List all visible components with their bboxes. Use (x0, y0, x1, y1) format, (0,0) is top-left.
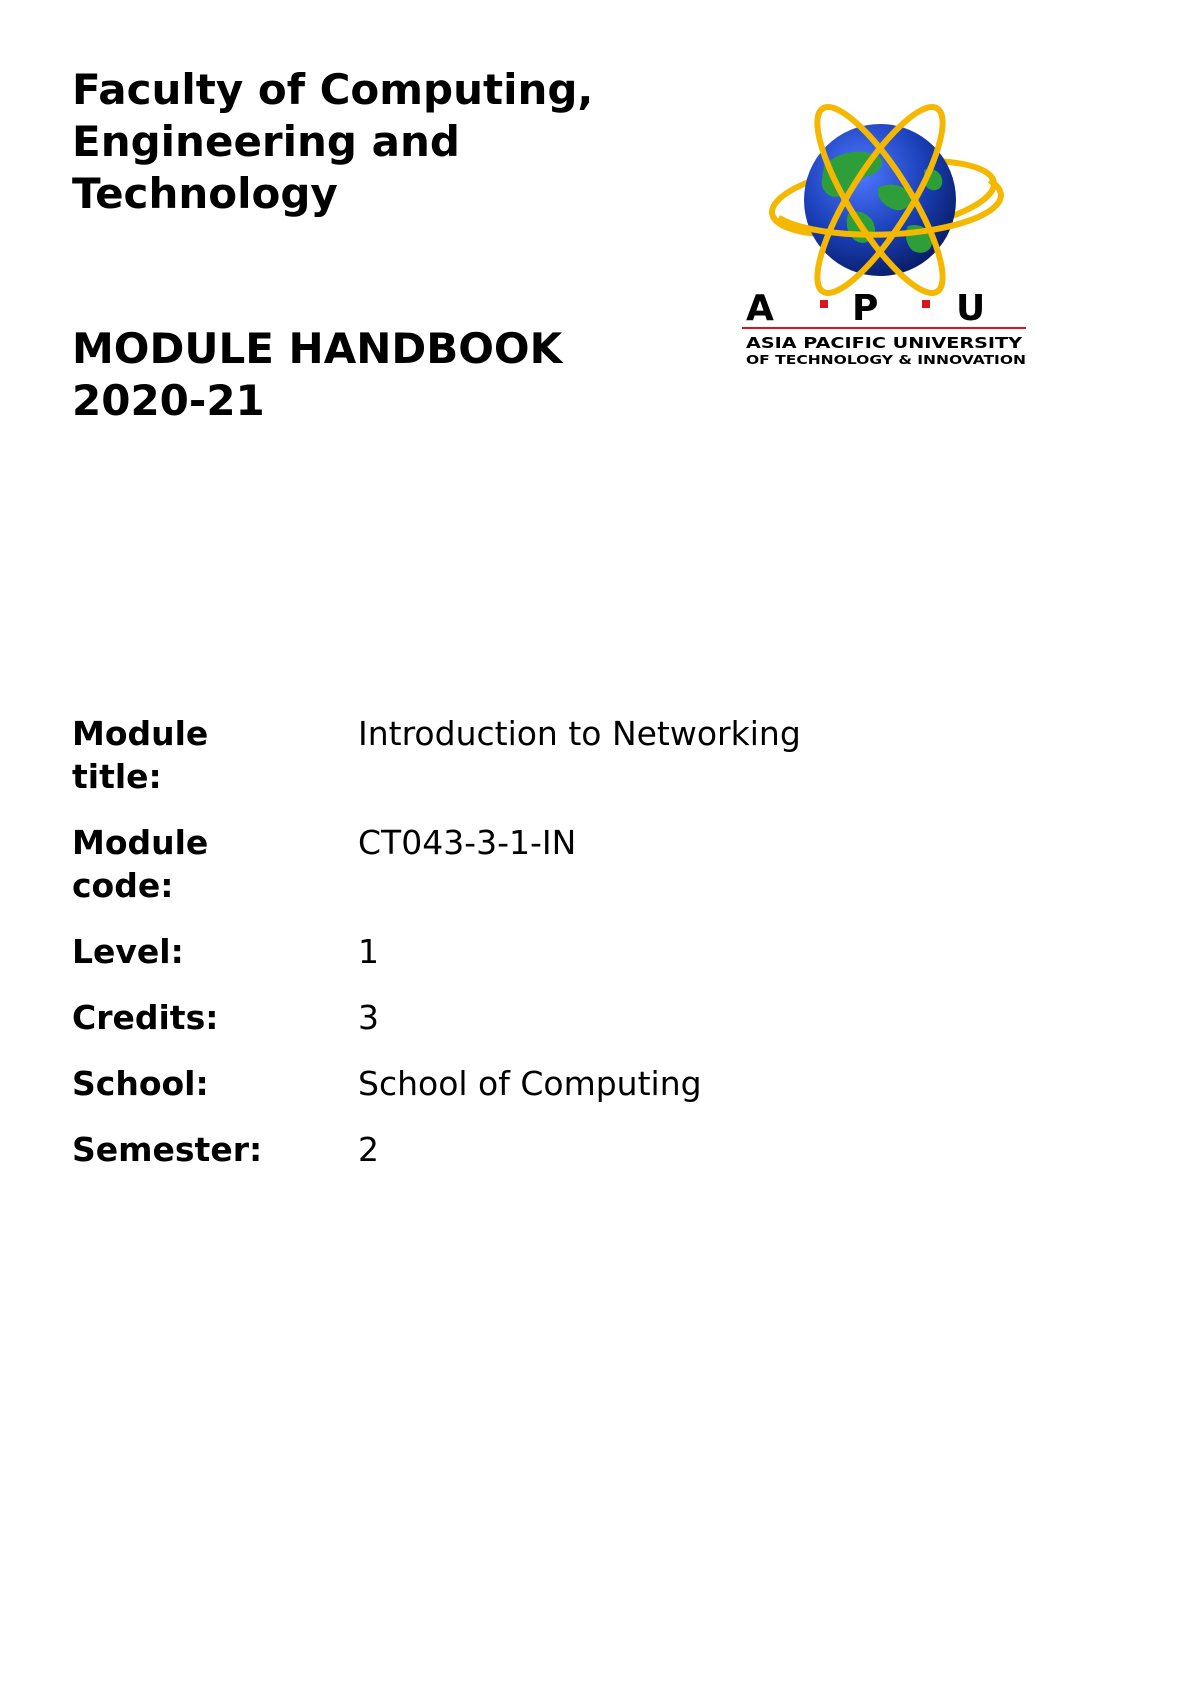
level-label: Level: (72, 932, 184, 971)
module-title-value: Introduction to Networking (358, 714, 801, 753)
handbook-year: 2020-21 (72, 376, 265, 425)
table-row (72, 930, 1072, 996)
module-details-table (72, 712, 1072, 1194)
faculty-title-line: Faculty of Computing, (72, 65, 594, 114)
school-value: School of Computing (358, 1064, 702, 1103)
credits-label: Credits: (72, 998, 219, 1037)
module-code-label (72, 821, 358, 930)
label-line: code: (72, 866, 174, 905)
globe-with-orbits-icon (728, 96, 1038, 382)
svg-text:U: U (956, 288, 986, 329)
label-line: title: (72, 757, 162, 796)
table-row (72, 996, 1072, 1062)
faculty-title-line: Engineering and (72, 117, 460, 166)
module-title-label (72, 712, 358, 821)
logo-name-line2: OF TECHNOLOGY & INNOVATION (746, 353, 1026, 367)
faculty-title-line: Technology (72, 169, 338, 218)
apu-logo (728, 96, 1038, 382)
svg-text:A: A (746, 288, 774, 329)
label-line: Module (72, 823, 209, 862)
logo-dot (922, 300, 930, 308)
table-row (72, 712, 1072, 821)
semester-value: 2 (358, 1130, 379, 1169)
handbook-title-line: MODULE HANDBOOK (72, 324, 563, 373)
faculty-title (72, 64, 692, 220)
level-value: 1 (358, 932, 379, 971)
credits-value: 3 (358, 998, 379, 1037)
logo-name-line1: ASIA PACIFIC UNIVERSITY (746, 334, 1023, 352)
handbook-title (72, 323, 692, 427)
svg-text:P: P (852, 288, 879, 329)
table-row (72, 1128, 1072, 1194)
module-code-value: CT043-3-1-IN (358, 823, 577, 862)
table-row (72, 1062, 1072, 1128)
semester-label: Semester: (72, 1130, 263, 1169)
school-label: School: (72, 1064, 209, 1103)
logo-dot (820, 300, 828, 308)
label-line: Module (72, 714, 209, 753)
table-row (72, 821, 1072, 930)
